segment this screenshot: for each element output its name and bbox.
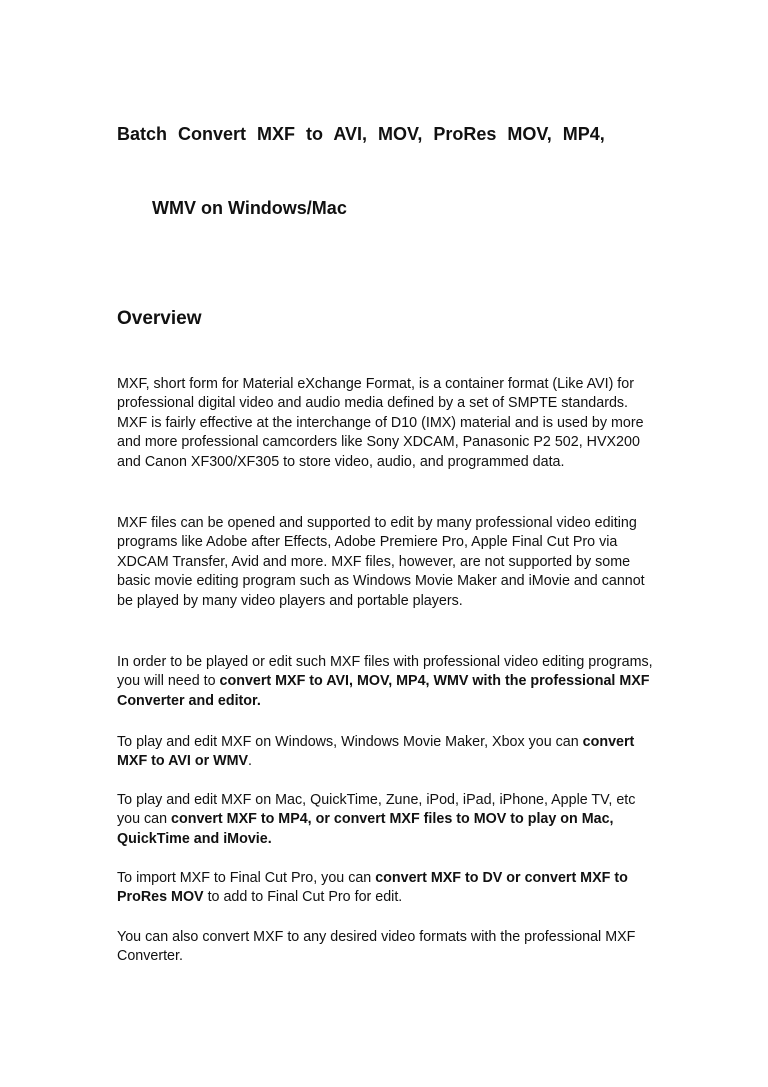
title-line-1: Batch Convert MXF to AVI, MOV, ProRes MOV, MP4, xyxy=(117,124,605,144)
paragraph-mac xyxy=(117,791,657,849)
paragraph-text: To play and edit MXF on Windows, Windows Movie Maker, Xbox you can xyxy=(117,734,583,750)
paragraph-end-text: . xyxy=(248,753,253,770)
paragraph-mxf-definition: MXF, short form for Material eXchange Format, is a container format (Like AVI) for professional digital video and audio media defined by a set of SMPTE standards. MXF is fairly effective at the interchange of D10 (IMX) material and is used by more and more professional camcorders like Sony XDCAM, Panasonic P2 502, HVX200 and Canon XF300/XF305 to store video, audio, and programmed data. xyxy=(117,376,644,470)
paragraph-end-text: to add to Final Cut Pro for edit. xyxy=(203,889,403,906)
paragraph-windows xyxy=(117,733,657,772)
paragraph-bold-text: convert MXF to DV or convert MXF to ProRes MOV xyxy=(117,870,628,906)
title-line-2: WMV on Windows/Mac xyxy=(152,198,347,218)
paragraph-mxf-support: MXF files can be opened and supported to edit by many professional video editing programs like Adobe after Effects, Adobe Premiere Pro, Apple Final Cut Pro via XDCAM Transfer, Avid and more. MXF files, however, are not supported by some basic movie editing program such as Windows Movie Maker and iMovie and cannot be played by many video players and portable players. xyxy=(117,515,645,609)
paragraph-bold-text: convert MXF to AVI or WMV xyxy=(117,734,635,770)
paragraph-bold-text: convert MXF to MP4, or convert MXF files to MOV to play on Mac, QuickTime and iMovie. xyxy=(117,811,614,847)
paragraph-text: To import MXF to Final Cut Pro, you can xyxy=(117,870,376,886)
paragraph-text: To play and edit MXF on Mac, QuickTime, Zune, iPod, iPad, iPhone, Apple TV, etc you can xyxy=(117,792,636,828)
paragraph-conversion-need xyxy=(117,653,657,711)
paragraph-final-cut-pro xyxy=(117,869,657,908)
overview-heading: Overview xyxy=(117,308,202,329)
paragraph-text: In order to be played or edit such MXF files with professional video editing programs, you will need to xyxy=(117,654,653,690)
paragraph-bold-text: convert MXF to AVI, MOV, MP4, WMV with the professional MXF Converter and editor. xyxy=(117,673,650,709)
paragraph-any-format: You can also convert MXF to any desired video formats with the professional MXF Converter. xyxy=(117,929,636,965)
